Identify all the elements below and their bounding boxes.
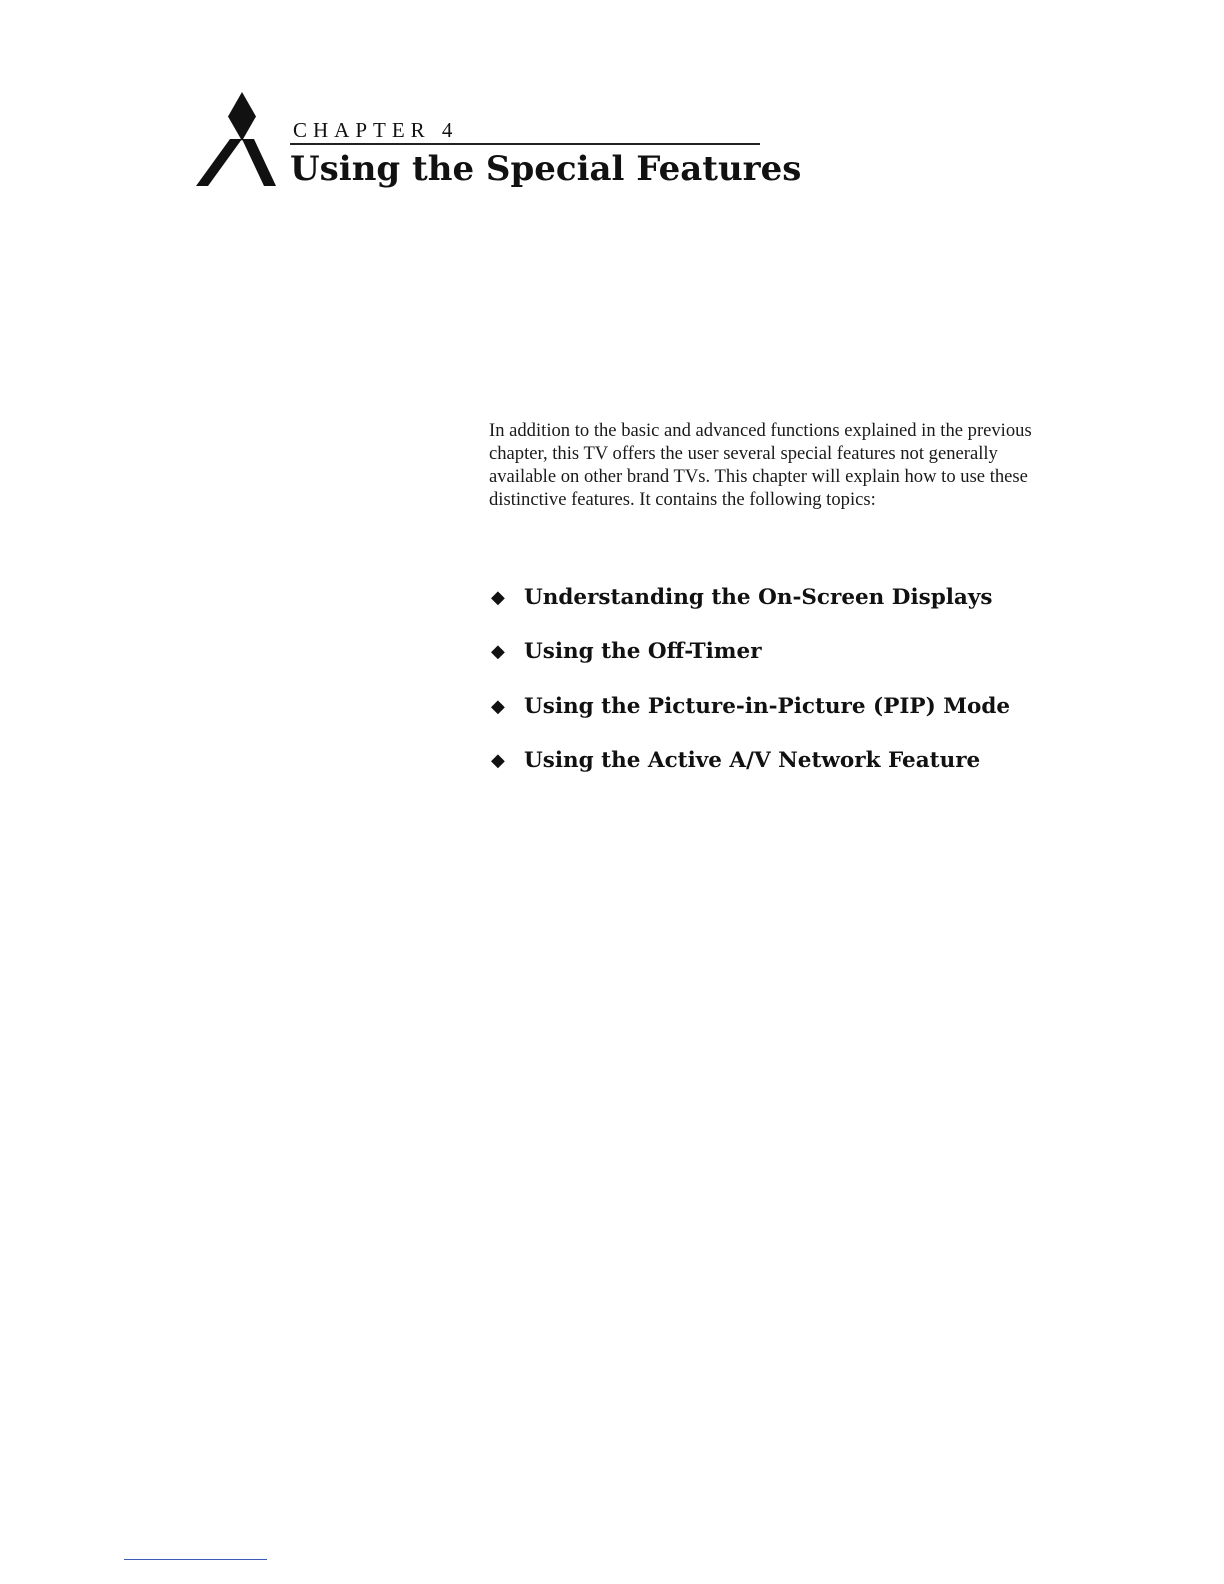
topic-label: Using the Off-Timer	[524, 639, 762, 665]
logo-top-diamond	[228, 92, 256, 141]
topic-label: Understanding the On-Screen Displays	[524, 584, 993, 610]
intro-paragraph: In addition to the basic and advanced functions explained in the previous chapter, this TV offers the user several special features not generally available on other brand TVs. This chapter will explain how to use these distinctive features. It contains the following topics:	[489, 420, 1032, 510]
list-item	[489, 679, 1010, 734]
topic-label: Using the Active A/V Network Feature	[524, 748, 981, 774]
list-item	[489, 625, 1010, 680]
diamond-bullet-icon: ◆	[491, 586, 505, 608]
diamond-bullet-icon: ◆	[491, 641, 505, 663]
list-item	[489, 570, 1010, 625]
three-diamond-logo-icon	[194, 92, 290, 188]
chapter-label: CHAPTER 4	[293, 118, 459, 142]
logo-left-diamond	[196, 139, 242, 186]
diamond-bullet-icon: ◆	[491, 695, 505, 717]
topic-label: Using the Picture-in-Picture (PIP) Mode	[524, 693, 1011, 719]
logo-right-diamond	[242, 139, 276, 186]
header-divider	[290, 143, 760, 145]
diamond-bullet-icon: ◆	[491, 750, 505, 772]
topic-list	[489, 570, 1010, 788]
footer-divider	[124, 1559, 267, 1560]
page-title: Using the Special Features	[290, 149, 802, 189]
list-item	[489, 734, 1010, 789]
